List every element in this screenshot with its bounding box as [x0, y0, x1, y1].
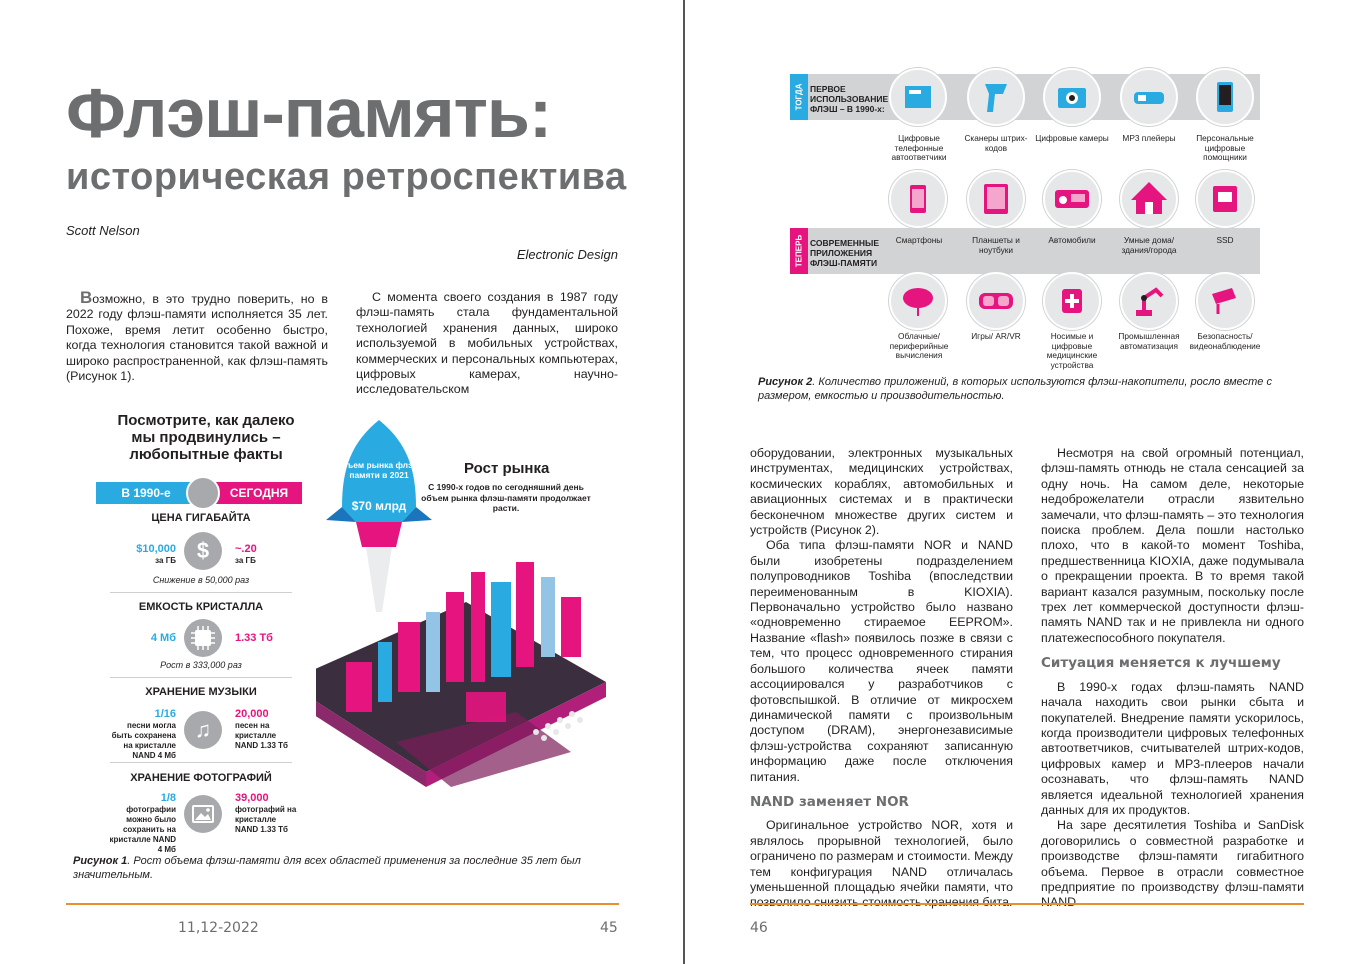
footer-page-number: 45	[600, 920, 618, 936]
app-label: Умные дома/ здания/города	[1121, 235, 1177, 255]
music-note-icon: ♫	[184, 711, 222, 749]
fact-capacity-note: Рост в 333,000 раз	[160, 660, 242, 670]
band-then-tag: ТОГДА	[790, 74, 808, 120]
figure-1-infographic	[66, 412, 626, 852]
subhead-nand: NAND заменяет NOR	[750, 793, 909, 810]
band-now-label: СОВРЕМЕННЫЕ ПРИЛОЖЕНИЯ ФЛЭШ-ПАМЯТИ	[810, 238, 880, 268]
app-label: Цифровые телефонные автоответчики	[891, 133, 947, 162]
footer-rule	[66, 903, 619, 905]
paragraph: На заре десятилетия Toshiba и SanDisk договорились о совместной разработке и производстве флэш-памяти гигабитного объема. Первое в отрасли совместное предприятие по производству флэш-памяти	[1041, 818, 1304, 894]
rocket-value: $70 млрд	[351, 499, 407, 513]
footer-date: 11,12-2022	[178, 920, 259, 936]
left-col-1	[66, 290, 328, 384]
market-text: С 1990-х годов по сегодняшний день объем рынка флэш-памяти продолжает расти.	[421, 482, 591, 513]
band-now-tag: ТЕПЕРЬ	[790, 228, 808, 274]
left-col-2-text: С момента своего создания в 1987 году флэш-память стала фундаментальной технологией хранения данных, широко используемой в мобильных устройствах, коммерческих и персональных компьютерах, цифровых камерах, научно-исследовательском	[356, 290, 618, 397]
article-title	[66, 74, 646, 198]
figure-1-heading: Посмотрите, как далеко мы продвинулись – любопытные факты	[117, 412, 295, 463]
rocket-text: Объем рынка флэш-памяти в 2021	[335, 460, 423, 480]
fact-price-then: $10,000 за ГБ	[136, 543, 176, 565]
fact-capacity-then: 4 Мб	[150, 632, 176, 644]
wearable-medical-icon	[1043, 272, 1101, 330]
pda-icon	[1196, 68, 1254, 126]
fact-music-title: ХРАНЕНИЕ МУЗЫКИ	[145, 686, 257, 698]
divider	[110, 677, 292, 678]
security-camera-icon	[1196, 272, 1254, 330]
dollar-icon: $	[184, 532, 222, 570]
paragraph: оборудовании, электронных музыкальных инструментах, медицинских устройствах, космических кораблях, автомобильных и авиационных системах и в практически бесконечном множестве других систем и устройств (Рисунок 2).	[750, 446, 1013, 538]
app-label: SSD	[1216, 235, 1234, 245]
footer-rule	[750, 903, 1304, 905]
left-col-1-text: озможно, в это трудно поверить, но в 2022 году флэш-памяти исполняется 35 лет. Похоже, время летит особенно быстро, когда технология становится такой важной и широко распространенной, как флэш-память (Рисунок 1).	[66, 292, 328, 384]
fact-photo-title: ХРАНЕНИЕ ФОТОГРАФИЙ	[130, 772, 272, 784]
figure-2-infographic	[790, 68, 1300, 370]
figure-1-caption: Рисунок 1. Рост объема флэш-памяти для всех областей применения за последние 35 лет был значительным.	[73, 855, 581, 881]
era-then-badge: В 1990-е	[96, 482, 196, 504]
app-label: Планшеты и ноутбуки	[972, 235, 1020, 255]
title-sub: историческая ретроспектива	[66, 156, 627, 198]
app-label: Облачные/ периферийные вычисления	[889, 331, 949, 360]
fact-music-then: 1/16 песни могла быть сохранена на кристалле NAND 4 Мб	[111, 708, 176, 760]
barcode-scanner-icon	[967, 68, 1025, 126]
car-icon	[1043, 170, 1101, 228]
era-now-badge: СЕГОДНЯ	[216, 482, 302, 504]
paragraph: Оригинальное устройство NOR, хотя и являлось прорывной технологией, было ограничено по размерам и стоимости. Между тем конфигурация NAND отличалась уменьшенной площадью ячейки памяти, что	[750, 818, 1013, 894]
tablet-icon	[967, 170, 1025, 228]
rocket-icon	[326, 420, 432, 612]
divider	[110, 762, 292, 763]
app-label: MP3 плейеры	[1122, 133, 1176, 143]
era-divider-dot	[186, 476, 220, 510]
mp3-player-icon	[1120, 68, 1178, 126]
chip-icon	[184, 619, 222, 657]
band-then-label: ПЕРВОЕ ИСПОЛЬЗОВАНИЕ ФЛЭШ – В 1990-х:	[810, 84, 889, 114]
smart-home-icon	[1120, 170, 1178, 228]
fact-price-title: ЦЕНА ГИГАБАЙТА	[151, 512, 251, 524]
digital-camera-icon	[1043, 68, 1101, 126]
fact-price-now: ~.20 за ГБ	[235, 543, 257, 565]
app-label: Промышленная автоматизация	[1118, 331, 1180, 351]
fact-music-now: 20,000 песен на кристалле NAND 1.33 Тб	[235, 708, 288, 750]
cloud-icon	[889, 272, 947, 330]
app-label: Автомобили	[1048, 235, 1096, 245]
smartphone-icon	[889, 170, 947, 228]
fact-photo-now: 39,000 фотографий на кристалле NAND 1.33 Тб	[235, 792, 297, 834]
author: Scott Nelson	[66, 223, 140, 238]
figure-2-caption: Рисунок 2. Количество приложений, в которых используются флэш-накопители, росло вместе с размером, емкостью и производительностью.	[758, 376, 1272, 402]
title-main: Флэш-память:	[66, 74, 552, 152]
fact-photo-then: 1/8 фотографии можно было сохранить на кристалле NAND 4 Мб	[109, 792, 176, 854]
robot-arm-icon	[1120, 272, 1178, 330]
dropcap: В	[80, 288, 93, 307]
subhead-situation: Ситуация меняется к лучшему	[1041, 655, 1281, 672]
app-label: Персональные цифровые помощники	[1196, 133, 1254, 162]
app-label: Игры/ AR/VR	[971, 331, 1021, 341]
fact-capacity-now: 1.33 Тб	[235, 632, 273, 644]
right-col-1	[750, 446, 1013, 911]
paragraph: Несмотря на свой огромный потенциал, флэш-память отнюдь не стала сенсацией за одну ночь. На самом деле, некоторые недоброжелатели отрасли язвительно замечали, что флэш-память – это технология поиска проблем. Дела пошли настолько плохо, что в какой-то момент Toshiba, предшественница KIOXIA, даже подумывала о прекращении проекта. В то время такой вариант казался разумным, поскольку после трех лет коммерческой доступности флэш-память NAND так и не привлекла ни одного платежеспособного покупателя.	[1041, 446, 1304, 645]
paragraph: Оба типа флэш-памяти NOR и NAND были изобретены подразделением полупроводников Toshiba (впоследствии переименованным в KIOXIA). Первоначально устройство было названо «одновременно стираемое EEPROM». Название «flash» появилось позже в связи с тем, что процесс одновременного стирания большого количества ячеек памяти ассоциировался у разработчиков с фотовспышкой. В отличие от микросхем динамической памяти с произвольным доступом (DRAM), энергонезависимые флэш-устройства сохраняют записанную информацию даже после отключения питания.	[750, 538, 1013, 784]
app-label: Цифровые камеры	[1035, 133, 1109, 143]
fact-price-note: Снижение в 50,000 раз	[152, 575, 250, 585]
vr-headset-icon	[967, 272, 1025, 330]
divider	[110, 592, 292, 593]
answering-machine-icon	[889, 68, 947, 126]
app-label: Носимые и цифровые медицинские устройства	[1046, 331, 1098, 370]
fact-capacity-title: ЕМКОСТЬ КРИСТАЛЛА	[138, 601, 264, 613]
app-label: Безопасность/ видеонаблюдение	[1189, 331, 1261, 351]
app-label: Смартфоны	[895, 235, 943, 245]
paragraph: В 1990-х годах флэш-память NAND начала находить свои рынки сбыта и покупателей. Внедрение памяти ускорилось, когда производители цифровых телефонных автоответчиков, считывателей штрих-кодов, цифровых камер и MP3-плееров начали осознавать, что флэш-память NAND является идеальной технологией хранения данных для их продуктов.	[1041, 679, 1304, 817]
source: Electronic Design	[516, 247, 618, 262]
ssd-icon	[1196, 170, 1254, 228]
image-icon	[184, 795, 222, 833]
app-label: Сканеры штрих-кодов	[964, 133, 1028, 153]
footer-page-number: 46	[750, 920, 768, 936]
left-col-2	[356, 290, 618, 398]
market-title: Рост рынка	[464, 460, 550, 477]
right-col-2	[1041, 446, 1304, 911]
